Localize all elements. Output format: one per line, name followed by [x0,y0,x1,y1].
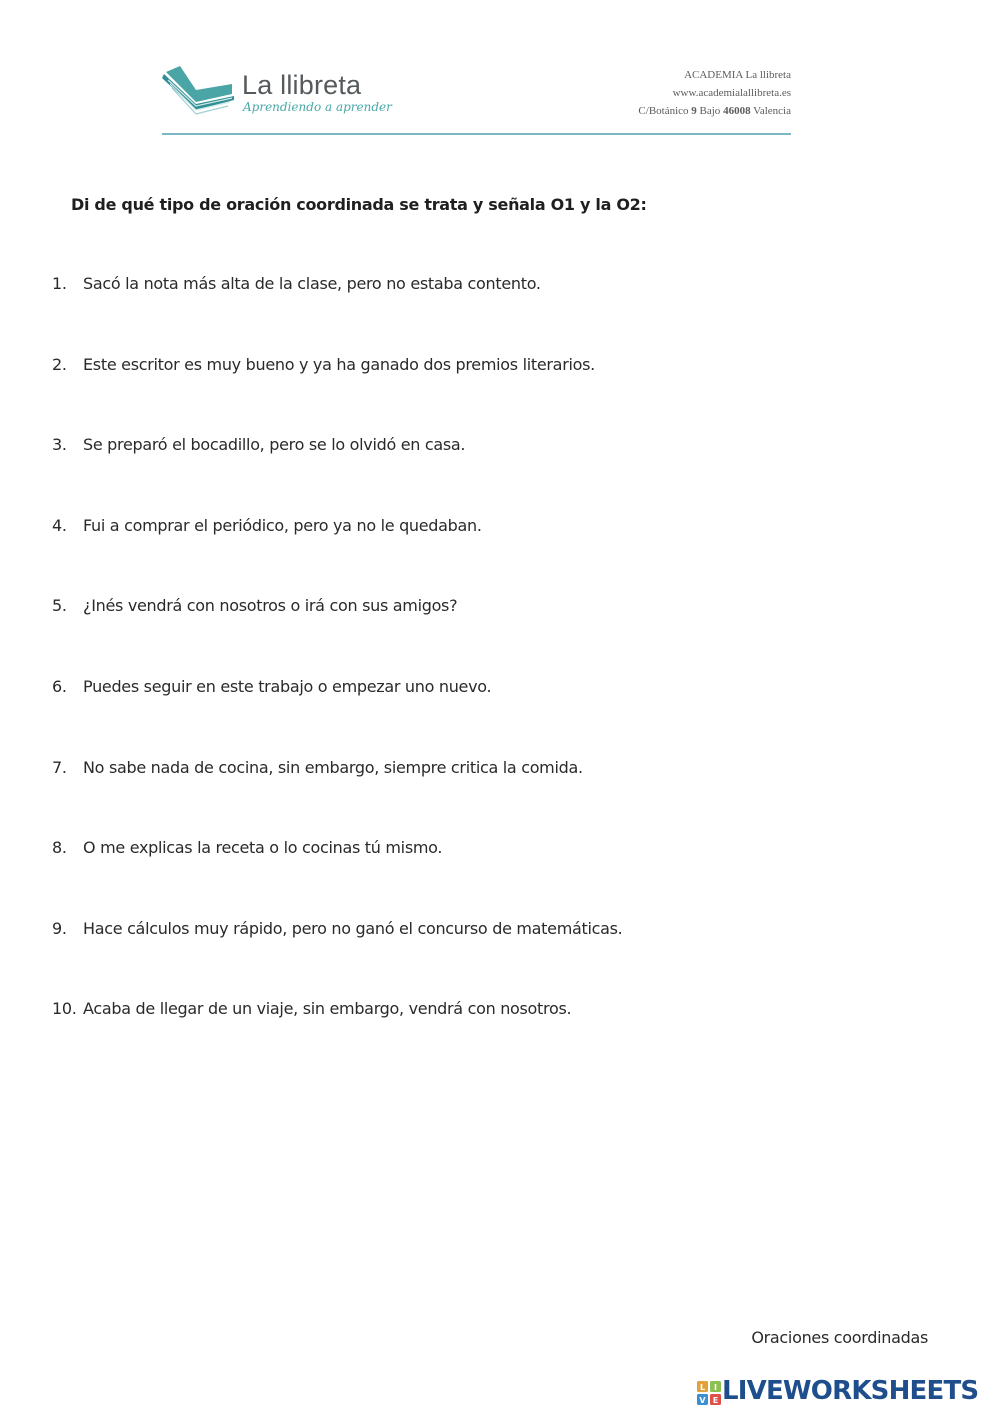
exercise-instruction: Di de qué tipo de oración coordinada se trata y señala O1 y la O2: [71,195,647,214]
contact-block [638,66,791,120]
exercise-sentence: ¿Inés vendrá con nosotros o irá con sus amigos? [83,596,458,616]
svg-text:E: E [712,1396,719,1405]
brand-tagline: Aprendiendo a aprender [243,100,392,114]
exercise-item [52,677,622,758]
exercise-sentence: Fui a comprar el periódico, pero ya no le quedaban. [83,515,482,535]
exercise-number: 6. [52,676,67,696]
exercise-number: 8. [52,838,67,858]
address [638,102,791,120]
exercise-sentence: O me explicas la receta o lo cocinas tú mismo. [83,838,443,858]
address-zip: 46008 [723,105,751,117]
exercise-number: 5. [52,596,67,616]
brand-name: La llibreta [242,70,362,100]
book-logo-icon [162,64,236,116]
exercise-sentence: Se preparó el bocadillo, pero se lo olvidó en casa. [83,435,466,455]
liveworksheets-wordmark: LIVEWORKSHEETS [722,1376,979,1406]
exercise-number: 2. [52,354,67,374]
liveworksheets-watermark [697,1378,995,1408]
exercise-sentence: Hace cálculos muy rápido, pero no ganó el concurso de matemáticas. [83,918,623,938]
exercise-number: 1. [52,274,67,293]
exercise-sentence: Puedes seguir en este trabajo o empezar uno nuevo. [83,676,492,696]
exercise-item [52,355,622,436]
exercise-number: 7. [52,757,67,777]
svg-text:V: V [699,1396,706,1405]
exercise-item [52,274,622,355]
exercise-item [52,435,622,516]
exercise-sentence: No sabe nada de cocina, sin embargo, siempre critica la comida. [83,757,583,777]
topic-footer: Oraciones coordinadas [751,1328,928,1347]
address-street: C/Botánico [638,105,689,117]
exercise-item [52,758,622,839]
exercise-number: 9. [52,918,67,938]
address-floor: Bajo [699,105,721,117]
exercise-item [52,596,622,677]
exercise-sentence: Acaba de llegar de un viaje, sin embargo, vendrá con nosotros. [83,999,572,1019]
website-link[interactable]: www.academialallibreta.es [672,87,791,99]
exercise-item [52,838,622,919]
exercise-item [52,516,622,597]
academy-name: ACADEMIA La llibreta [684,69,791,81]
exercise-sentence: Este escritor es muy bueno y ya ha ganado dos premios literarios. [83,354,595,374]
exercise-item [52,919,622,1000]
exercise-number: 10. [52,999,77,1019]
header-divider [162,133,791,135]
svg-text:I: I [714,1383,717,1392]
exercise-number: 4. [52,515,67,535]
exercise-item [52,999,622,1080]
address-number: 9 [691,105,697,117]
document-header [162,60,791,138]
address-city: Valencia [753,105,791,117]
exercise-list [52,274,622,1080]
svg-text:L: L [699,1383,706,1392]
exercise-number: 3. [52,435,67,455]
liveworksheets-logo-icon [697,1381,721,1405]
exercise-sentence: Sacó la nota más alta de la clase, pero no estaba contento. [83,274,541,293]
